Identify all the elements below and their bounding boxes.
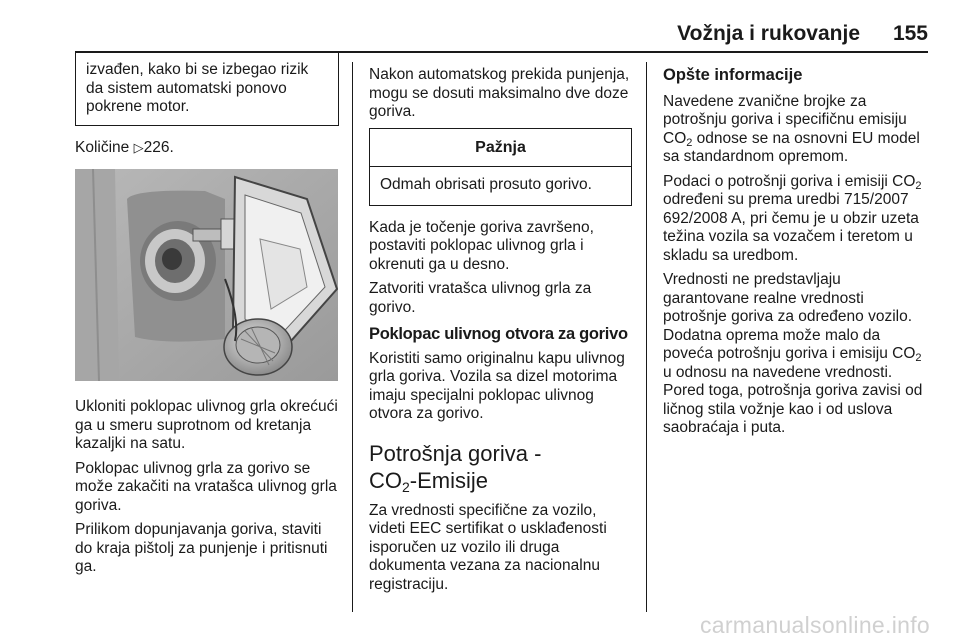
continued-warning-text: izvađen, kako bi se izbegao rizik da sistem automatski ponovo pokrene motor. (86, 61, 309, 115)
p3-subscript: 2 (915, 352, 922, 364)
p3-text-b: u odnosu na navedene vrednosti. Pored toga, potrošnja goriva zavisi od ličnog stila vožnje kao i od uslova saobraćaja i puta. (663, 363, 923, 436)
notice-text: Odmah obrisati prosuto gorivo. (380, 176, 592, 193)
heading-subscript: 2 (402, 478, 410, 495)
cap-hook-paragraph: Poklopac ulivnog grla za gorivo se može zakačiti na vratašca ulivnog grla goriva. (75, 459, 337, 514)
notice-box (369, 128, 632, 206)
refuel-nozzle-paragraph: Prilikom dopunjavanja goriva, staviti do kraja pištolj za punjenje i pritisnuti ga. (75, 521, 328, 575)
watermark: carmanualsonline.info (699, 612, 930, 638)
quantities-reference (75, 139, 339, 158)
continued-warning-box (75, 52, 339, 126)
regulation-paragraph (663, 173, 931, 266)
heading-line-1: Potrošnja goriva - (369, 440, 542, 466)
heading-emissions-text: -Emisije (409, 467, 489, 493)
not-guaranteed-paragraph (663, 271, 931, 438)
auto-stop-paragraph: Nakon automatskog prekida punjenja, mogu se dosuti maksimalno dve doze goriva. (369, 66, 630, 120)
fuel-consumption-heading (369, 440, 632, 494)
column-3 (663, 66, 931, 444)
column-divider-2 (646, 62, 647, 612)
p2-text-a: Podaci o potrošnji goriva i emisiji CO (663, 172, 916, 190)
quantities-label: Količine (75, 138, 130, 156)
p2-text-b: određeni su prema uredbi 715/2007 692/2008 A, pri čemu je u obzir uzeta težina vozila sa vozačem i teretom u skladu sa uredbom. (663, 191, 919, 264)
p1-text-a: Navedene zvanične brojke za potrošnju goriva i specifičnu emisiju CO (663, 92, 907, 147)
close-cap-paragraph: Kada je točenje goriva završeno, postaviti poklopac ulivnog grla i okrenuti ga u desno. (369, 218, 594, 273)
p3-text-a: Vrednosti ne predstavljaju garantovane realne vrednosti potrošnje goriva za određeno vozilo. Dodatna oprema može malo da poveća potrošnju goriva i emisiju CO (663, 271, 916, 362)
original-cap-paragraph: Koristiti samo originalnu kapu ulivnog grla goriva. Vozila sa dizel motorima imaju specijalni poklopac ulivnog otvora za gorivo. (369, 349, 625, 422)
reference-arrow-icon: ▷ (133, 139, 144, 155)
page-number: 155 (892, 22, 928, 45)
remove-cap-paragraph: Ukloniti poklopac ulivnog grla okrećući ga u smeru suprotnom od kretanja kazaljki na satu. (75, 398, 338, 452)
column-2 (369, 66, 632, 600)
heading-co-text: CO (369, 467, 402, 493)
close-flap-paragraph: Zatvoriti vratašca ulivnog grla za gorivo. (369, 280, 592, 316)
eec-certificate-paragraph: Za vrednosti specifične za vozilo, videti EEC sertifikat o usklađenosti isporučen uz vozilo ili druga dokumenta vezana za nacionalnu registraciju. (369, 501, 607, 593)
quantities-page-link[interactable]: 226. (143, 138, 174, 156)
fuel-cap-subheading: Poklopac ulivnog otvora za gorivo (369, 325, 628, 343)
column-divider-1 (352, 62, 353, 612)
p1-text-b: odnose se na osnovni EU model sa standardnom opremom. (663, 129, 920, 165)
general-info-heading: Opšte informacije (663, 66, 803, 84)
p1-subscript: 2 (686, 136, 693, 149)
fuel-filler-photo (75, 169, 338, 381)
page-section-title: Vožnja i rukovanje (677, 22, 860, 45)
p2-subscript: 2 (915, 179, 922, 192)
notice-title: Pažnja (370, 129, 631, 168)
official-figures-paragraph (663, 93, 931, 167)
column-1 (75, 52, 339, 583)
